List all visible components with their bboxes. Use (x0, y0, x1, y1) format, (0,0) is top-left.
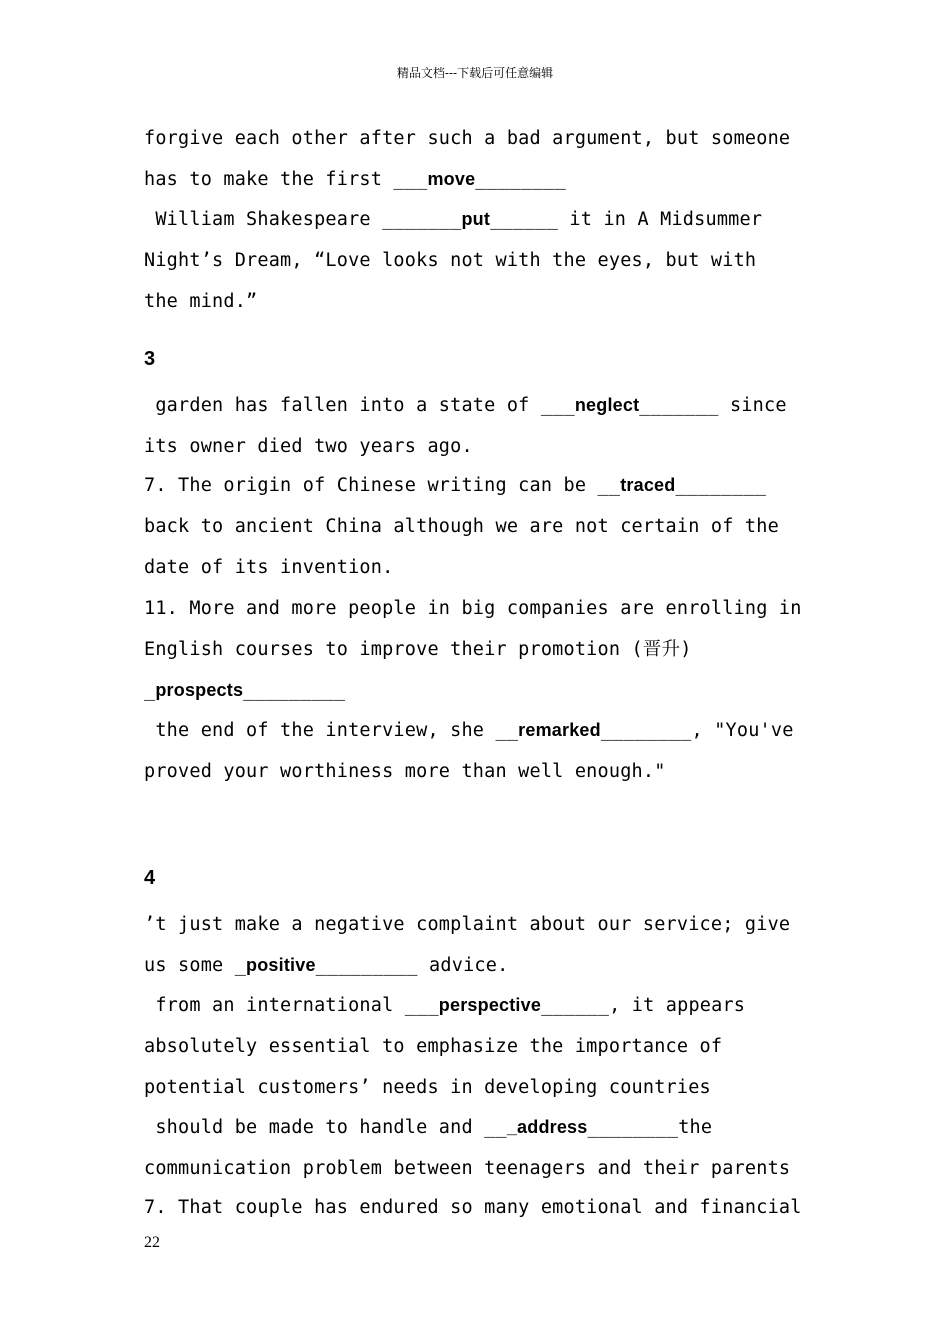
section-number: 4 (144, 867, 156, 889)
text-line: garden has fallen into a state of ___neglect_______ since (144, 395, 787, 416)
text-line: from an international ___perspective______, it appears (144, 995, 746, 1016)
text-line: forgive each other after such a bad argument, but someone (144, 128, 791, 149)
answer-word: perspective (438, 995, 542, 1015)
answer-word: put (461, 209, 491, 229)
text-line: 7. That couple has endured so many emotional and financial (144, 1197, 802, 1218)
text-line: William Shakespeare _______put______ it in A Midsummer (144, 209, 763, 230)
text-line: should be made to handle and ___address________the (144, 1117, 713, 1138)
text-line: 11. More and more people in big companies are enrolling in (144, 598, 802, 619)
text-line: English courses to improve their promotion (晋升) (144, 639, 692, 660)
page-number: 22 (144, 1234, 160, 1251)
text-line: 7. The origin of Chinese writing can be __traced________ (144, 475, 767, 496)
text-line: us some _positive_________ advice. (144, 955, 509, 976)
text-line: ’t just make a negative complaint about our service; give (144, 914, 791, 935)
answer-word: _address (506, 1117, 588, 1137)
text-line: _prospects_________ (144, 680, 346, 701)
answer-word: positive (246, 955, 316, 975)
text-line: proved your worthiness more than well enough." (144, 761, 666, 782)
text-line: back to ancient China although we are not certain of the (144, 516, 779, 537)
page-header: 精品文档---下载后可任意编辑 (396, 66, 554, 80)
answer-word: prospects (155, 680, 244, 700)
answer-word: traced (620, 475, 676, 495)
text-line: date of its invention. (144, 557, 394, 578)
text-line: potential customers’ needs in developing countries (144, 1077, 711, 1098)
text-line: its owner died two years ago. (144, 436, 473, 457)
answer-word: neglect (574, 395, 640, 415)
text-line: the mind.” (144, 291, 258, 312)
text-line: communication problem between teenagers and their parents (144, 1158, 791, 1179)
answer-word: remarked (518, 720, 601, 740)
text-line: Night’s Dream, “Love looks not with the eyes, but with (144, 250, 757, 271)
answer-word: move (427, 169, 476, 189)
section-number: 3 (144, 348, 156, 370)
text-line: has to make the first ___move________ (144, 169, 566, 190)
text-line: the end of the interview, she __remarked________, "You've (144, 720, 794, 741)
text-line: absolutely essential to emphasize the importance of (144, 1036, 723, 1057)
